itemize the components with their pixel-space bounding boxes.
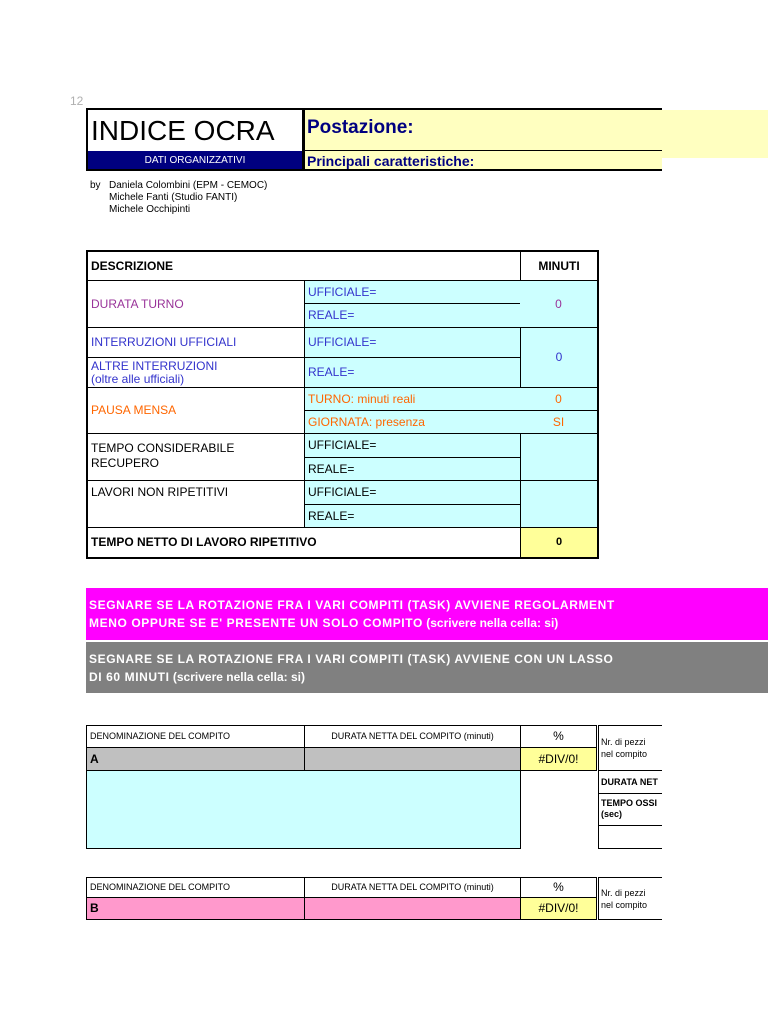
task-a-tempo-oss-line2: (sec) (601, 809, 623, 819)
row-tempo-netto-label: TEMPO NETTO DI LAVORO RIPETITIVO (86, 527, 521, 559)
col-header-descrizione: DESCRIZIONE (86, 250, 521, 281)
interruzioni-reale-cell[interactable]: REALE= (304, 357, 521, 388)
tempo-recupero-line1: TEMPO CONSIDERABILE (91, 441, 235, 455)
task-a-nr-pezzi-line2: nel compito (601, 749, 648, 759)
lavori-reale-cell[interactable]: REALE= (304, 504, 521, 528)
tempo-recupero-line2: RECUPERO (91, 456, 160, 470)
task-a-header-denominazione: DENOMINAZIONE DEL COMPITO (86, 725, 305, 748)
caratteristiche-label: Principali caratteristiche: (307, 153, 475, 169)
row-tempo-recupero-label (86, 433, 305, 481)
author-1: Daniela Colombini (EPM - CEMOC) (109, 180, 268, 191)
task-b-header-percent: % (520, 877, 597, 898)
task-b-header-durata: DURATA NETTA DEL COMPITO (minuti) (304, 877, 521, 898)
row-interruzioni-ufficiali-label: INTERRUZIONI UFFICIALI (86, 327, 305, 358)
page-number: 12 (70, 94, 84, 108)
rotation-regular-line1: SEGNARE SE LA ROTAZIONE FRA I VARI COMPITI (TASK) AVVIENE REGOLARMENT (89, 598, 615, 612)
credits-by: by (90, 180, 101, 191)
credits-authors (109, 180, 267, 216)
turno-minuti-reali-value[interactable]: 0 (520, 387, 599, 411)
task-a-description-area[interactable] (86, 770, 521, 849)
author-3: Michele Occhipinti (109, 204, 191, 215)
interruzioni-ufficiale-cell[interactable]: UFFICIALE= (304, 327, 521, 358)
recupero-ufficiale-cell[interactable]: UFFICIALE= (304, 433, 521, 458)
task-a-tempo-oss-label (598, 793, 662, 826)
task-a-name-cell[interactable]: A (86, 747, 305, 771)
author-2: Michele Fanti (Studio FANTI) (109, 192, 238, 203)
giornata-presenza-value[interactable]: SI (520, 410, 599, 434)
task-a-header-percent: % (520, 725, 597, 748)
row-pausa-mensa-label: PAUSA MENSA (86, 387, 305, 434)
altre-interruzioni-text: ALTRE INTERRUZIONI (91, 359, 218, 373)
task-b-nr-pezzi-line2: nel compito (601, 900, 648, 910)
durata-ufficiale-cell[interactable]: UFFICIALE= (304, 280, 521, 304)
rotation-interval-banner[interactable] (86, 642, 768, 693)
rotation-regular-note: (scrivere nella cella: si) (422, 616, 559, 630)
durata-reale-cell[interactable]: REALE= (304, 303, 521, 328)
recupero-minuti (520, 433, 599, 481)
rotation-interval-line1: SEGNARE SE LA ROTAZIONE FRA I VARI COMPITI (TASK) AVVIENE CON UN LASSO (89, 652, 614, 666)
task-b-durata-cell[interactable] (304, 897, 521, 920)
task-b-nr-pezzi-line1: Nr. di pezzi (601, 888, 646, 898)
task-a-tempo-oss-value[interactable] (598, 825, 662, 849)
col-header-minuti: MINUTI (520, 250, 599, 281)
task-a-nr-pezzi (598, 725, 662, 771)
postazione-label: Postazione: (307, 117, 414, 138)
recupero-reale-cell[interactable]: REALE= (304, 457, 521, 481)
task-b-nr-pezzi (598, 877, 662, 920)
task-a-header-durata: DURATA NETTA DEL COMPITO (minuti) (304, 725, 521, 748)
task-a-durata-cell[interactable] (304, 747, 521, 771)
task-b-percent-value: #DIV/0! (520, 897, 597, 920)
row-lavori-non-ripetitivi-label: LAVORI NON RIPETITIVI (86, 480, 305, 528)
rotation-regular-line2 (89, 614, 665, 632)
lavori-minuti (520, 480, 599, 528)
rotation-interval-note: (scrivere nella cella: si) (169, 670, 305, 684)
interruzioni-minuti: 0 (520, 327, 599, 388)
giornata-presenza-label: GIORNATA: presenza (304, 410, 521, 434)
task-a-durata-net-label: DURATA NET (598, 770, 662, 794)
altre-interruzioni-note: (oltre alle ufficiali) (91, 372, 185, 386)
tempo-netto-value: 0 (520, 527, 599, 559)
task-b-header-denominazione: DENOMINAZIONE DEL COMPITO (86, 877, 305, 898)
rotation-interval-line2 (89, 668, 665, 686)
lavori-ufficiale-cell[interactable]: UFFICIALE= (304, 480, 521, 505)
sheet-subtitle: DATI ORGANIZZATIVI (86, 151, 304, 171)
task-a-percent-value: #DIV/0! (520, 747, 597, 771)
task-b-name-cell[interactable]: B (86, 897, 305, 920)
row-durata-turno-label: DURATA TURNO (86, 280, 305, 328)
task-a-nr-pezzi-line1: Nr. di pezzi (601, 737, 646, 747)
postazione-extension (662, 110, 768, 158)
row-altre-interruzioni-label (86, 357, 305, 388)
task-a-tempo-oss-line1: TEMPO OSSI (601, 798, 658, 808)
rotation-regular-banner[interactable] (86, 588, 768, 640)
rotation-interval-line2-text: DI 60 MINUTI (89, 670, 170, 684)
durata-turno-minuti: 0 (520, 280, 599, 328)
turno-minuti-reali-label: TURNO: minuti reali (304, 387, 521, 411)
rotation-regular-line2-text: MENO OPPURE SE E' PRESENTE UN SOLO COMPITO (89, 616, 423, 630)
sheet-title: INDICE OCRA (86, 108, 304, 152)
